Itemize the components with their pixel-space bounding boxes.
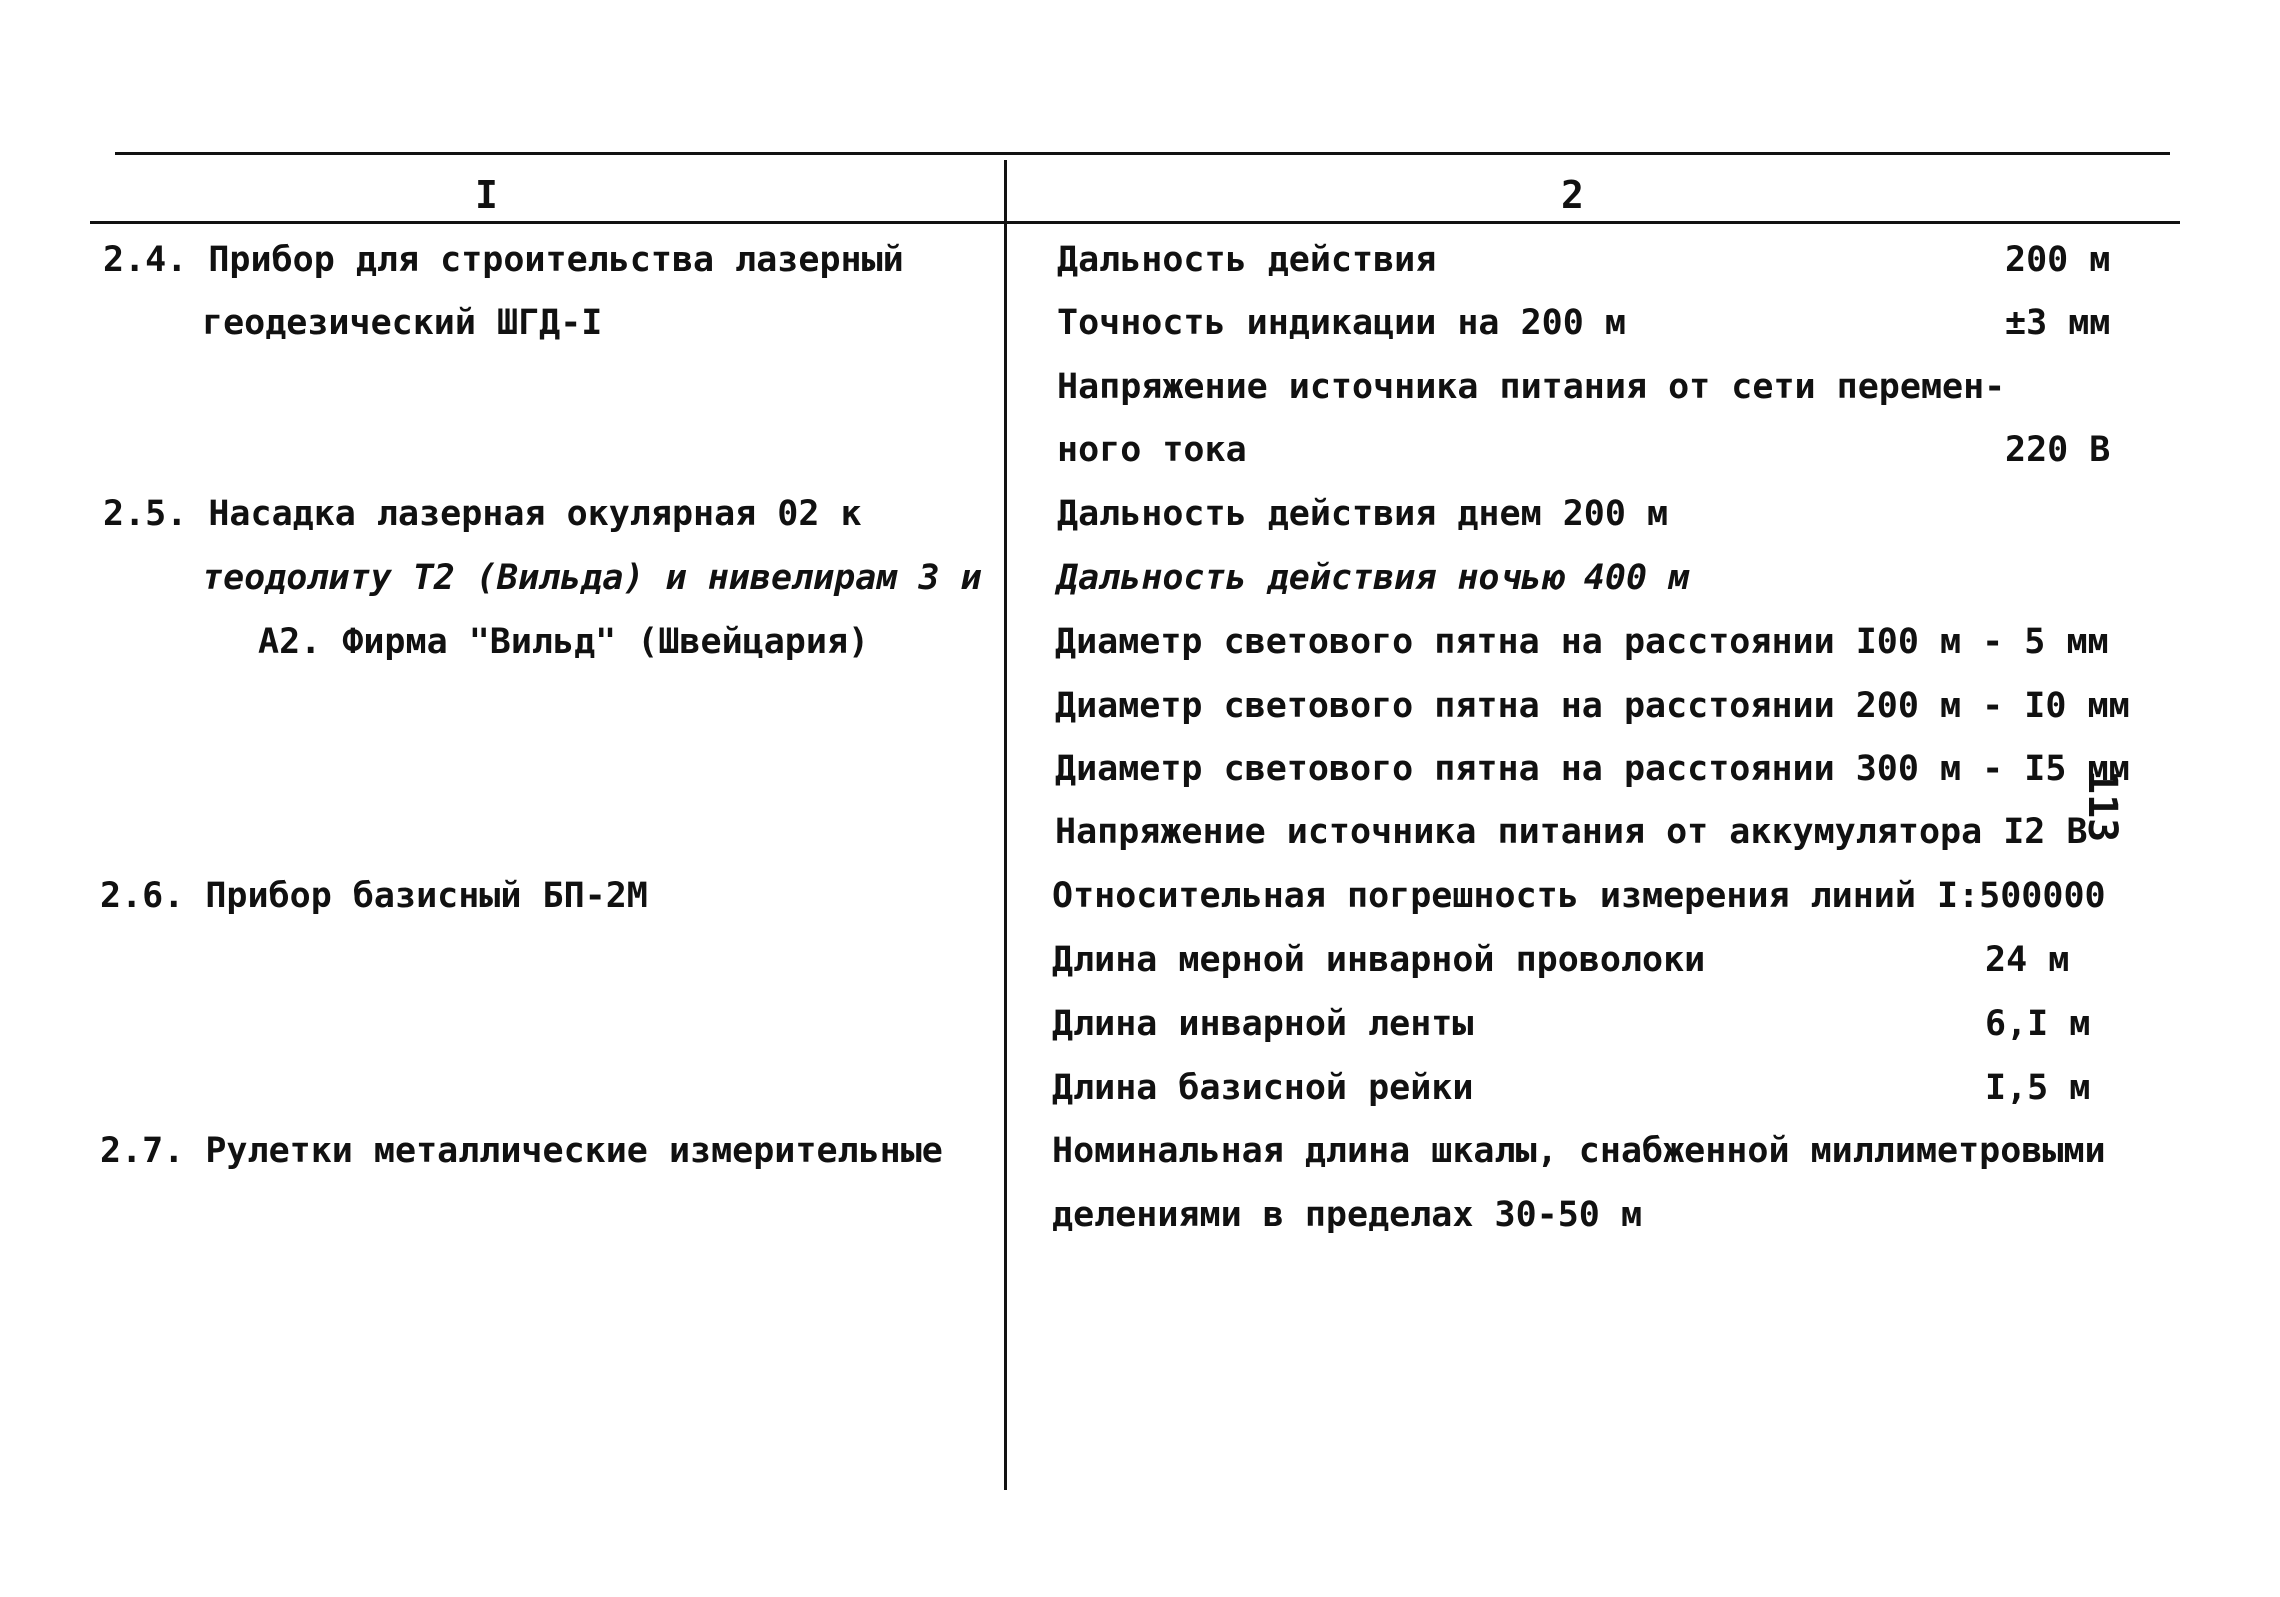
right-row-value: 200 м	[2005, 240, 2111, 280]
right-row-text: Дальность действия	[1057, 240, 1437, 280]
item-2-6-line1: 2.6. Прибор базисный БП-2М	[100, 876, 648, 916]
item-2-4-line2: геодезический ШГД-I	[202, 303, 603, 343]
right-row-value: ±3 мм	[2005, 303, 2111, 343]
page-number: 113	[2079, 770, 2125, 843]
item-2-5-line2: теодолиту Т2 (Вильда) и нивелирам 3 и	[202, 558, 982, 598]
column-header-2: 2	[1561, 173, 1584, 217]
item-2-4-line1: 2.4. Прибор для строительства лазерный	[103, 240, 904, 280]
right-row-text: делениями в пределах 30-50 м	[1052, 1195, 1643, 1235]
right-row-text: Длина мерной инварной проволоки	[1052, 940, 1706, 980]
column-divider	[1004, 160, 1007, 1490]
item-2-5-line1: 2.5. Насадка лазерная окулярная 02 к	[103, 494, 862, 534]
right-row-text: Напряжение источника питания от сети перемен-	[1057, 367, 2006, 407]
column-header-1: I	[475, 173, 498, 217]
item-2-7-line1: 2.7. Рулетки металлические измерительные	[100, 1131, 943, 1171]
right-row-text: Диаметр светового пятна на расстоянии 300 м - I5 мм	[1055, 749, 2130, 789]
right-row-text: Дальность действия днем 200 м	[1057, 494, 1669, 534]
header-bottom-rule	[90, 221, 2180, 224]
right-row-value: 24 м	[1985, 940, 2070, 980]
right-row-text: Напряжение источника питания от аккумулятора I2 В	[1055, 812, 2088, 852]
right-row-text: Диаметр светового пятна на расстоянии 200 м - I0 мм	[1055, 686, 2130, 726]
right-row-text: Номинальная длина шкалы, снабженной миллиметровыми	[1052, 1131, 2106, 1171]
right-row-text: Относительная погрешность измерения линий I:500000	[1052, 876, 2106, 916]
right-row-text: Диаметр светового пятна на расстоянии I00 м - 5 мм	[1055, 622, 2109, 662]
right-row-value: 6,I м	[1985, 1004, 2091, 1044]
right-row-text: Точность индикации на 200 м	[1057, 303, 1626, 343]
right-row-text: ного тока	[1057, 430, 1247, 470]
right-row-value: I,5 м	[1985, 1068, 2091, 1108]
table-top-rule	[115, 152, 2170, 155]
item-2-5-line3: А2. Фирма "Вильд" (Швейцария)	[258, 622, 870, 662]
right-row-value: 220 В	[2005, 430, 2111, 470]
right-row-text: Длина базисной рейки	[1052, 1068, 1474, 1108]
right-row-text: Длина инварной ленты	[1052, 1004, 1474, 1044]
right-row-text: Дальность действия ночью 400 м	[1057, 558, 1690, 598]
